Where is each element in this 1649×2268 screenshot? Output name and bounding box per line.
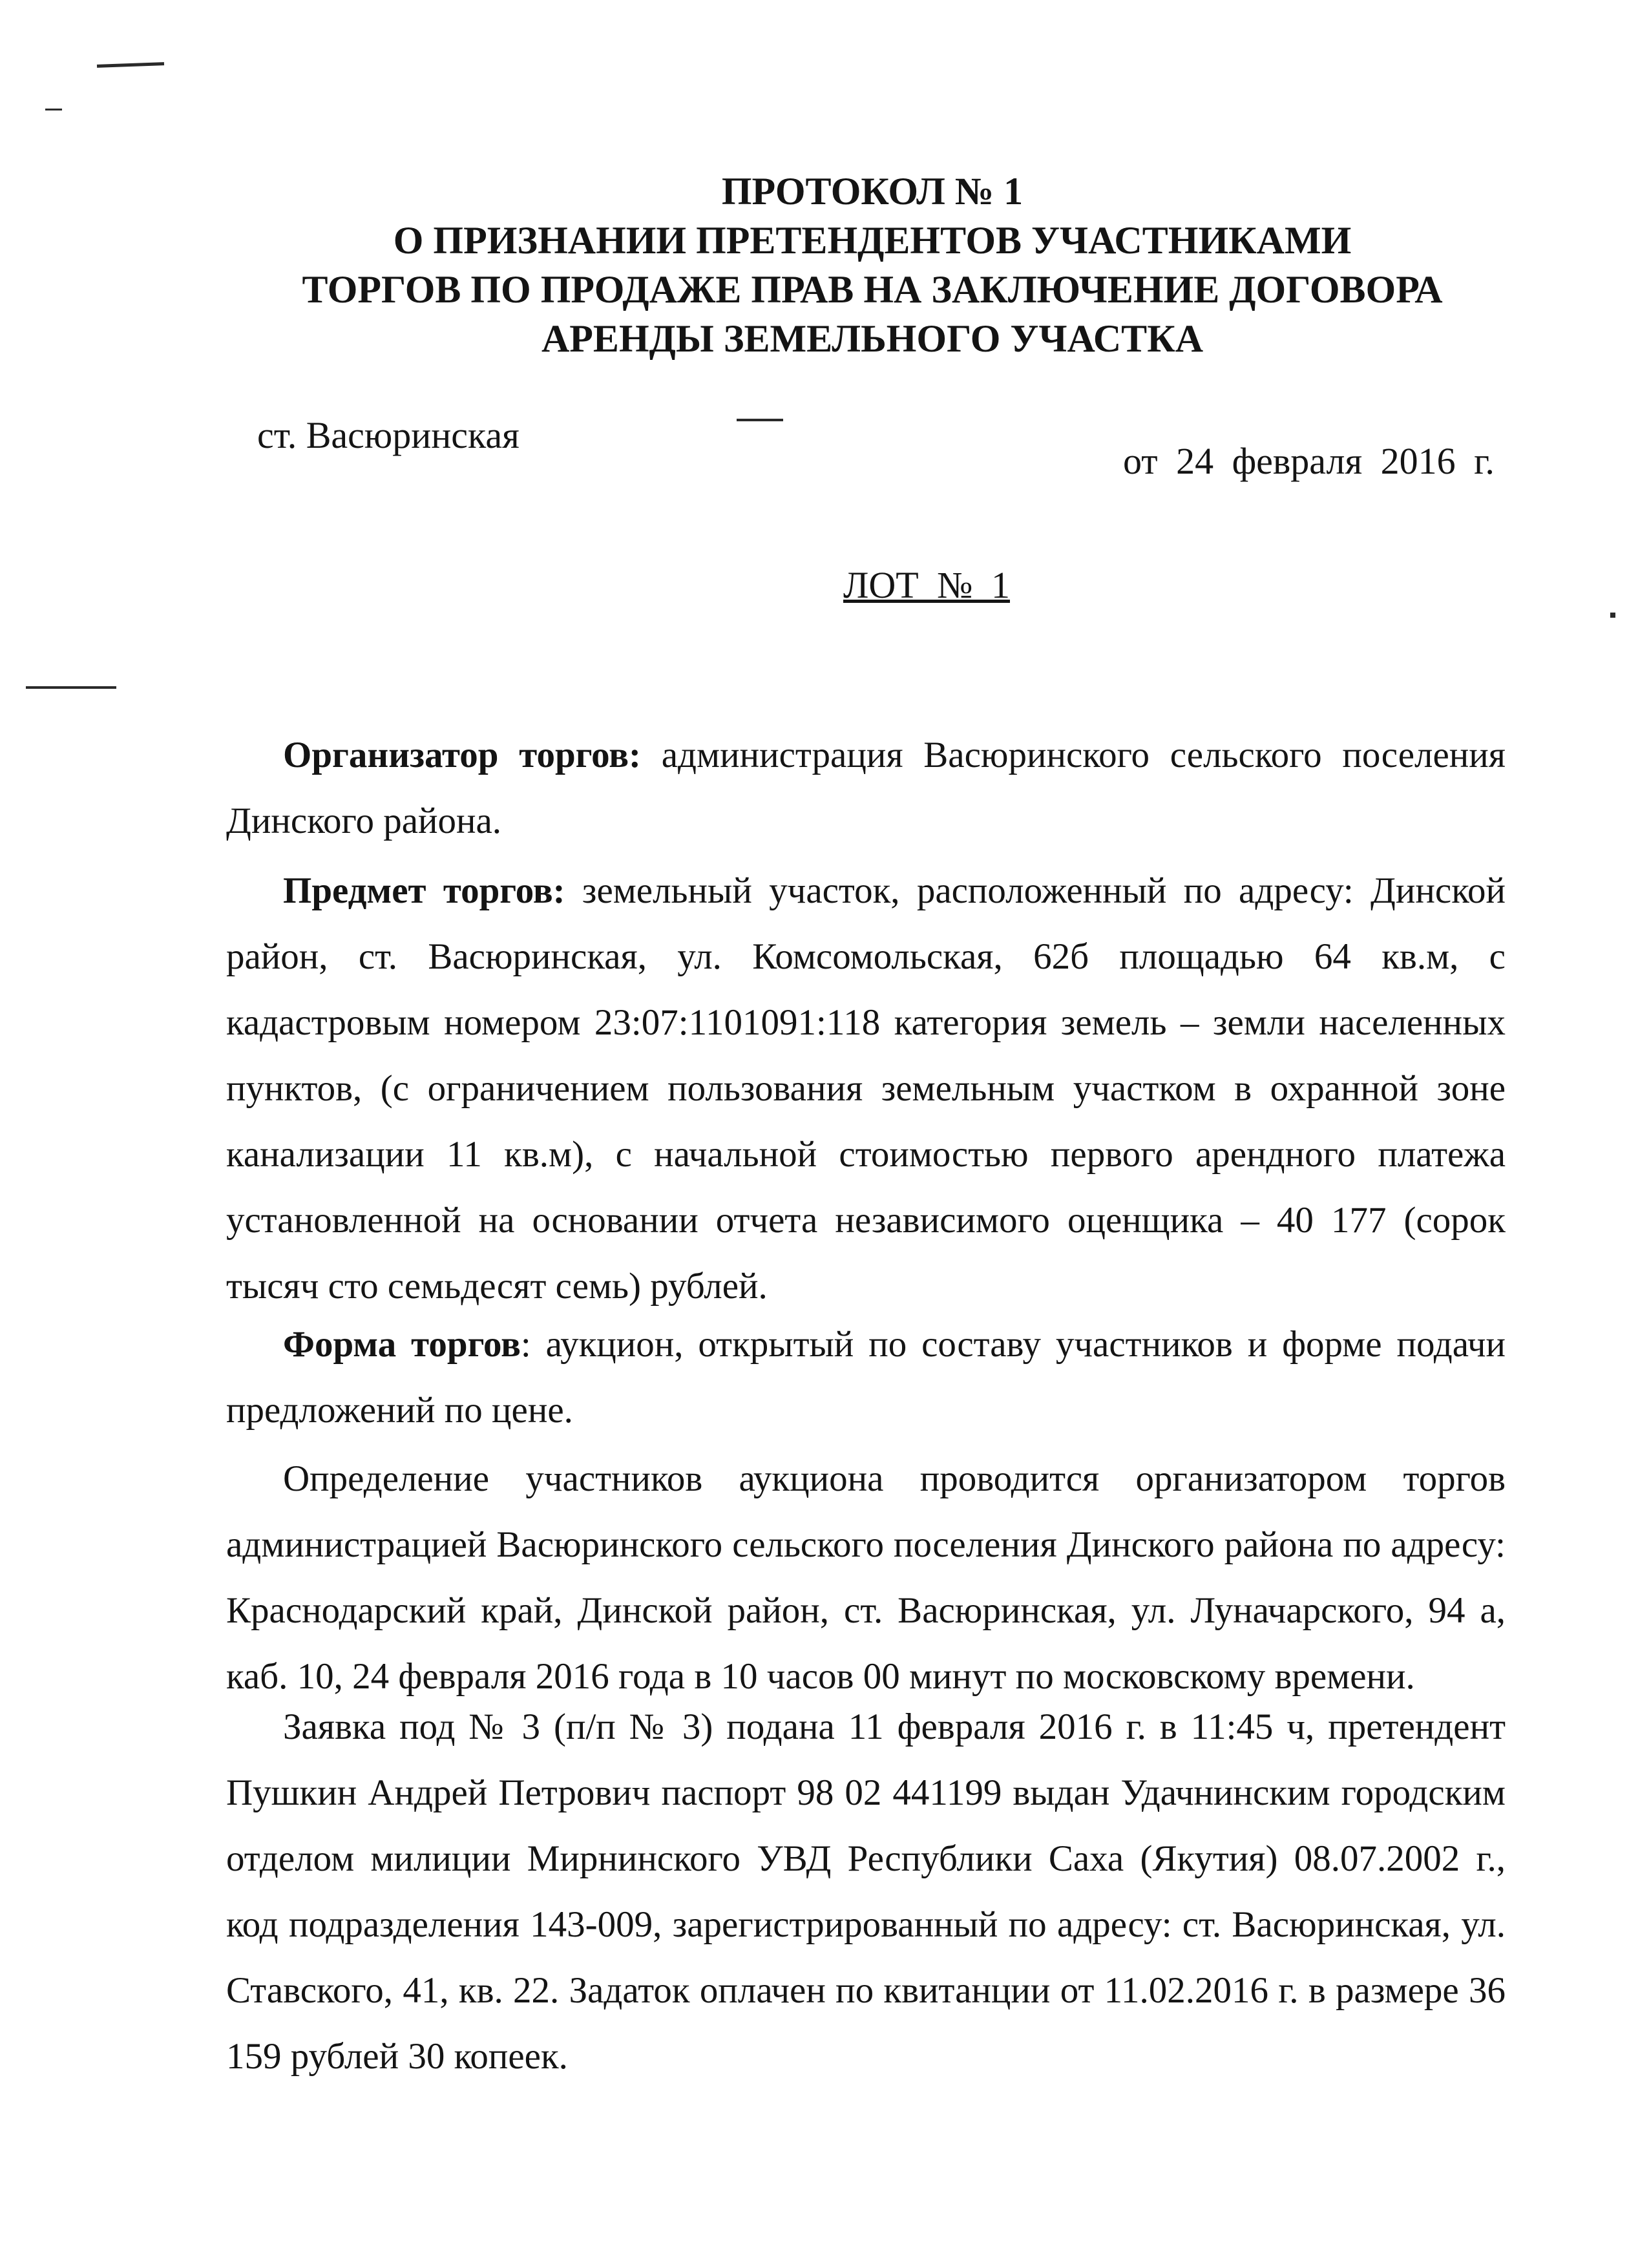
scan-mark-small xyxy=(45,109,62,110)
organizer-paragraph xyxy=(226,722,1506,854)
organizer-text: администрация Васюринского сельского поселения Динского района. xyxy=(226,735,1506,841)
scan-dot-right xyxy=(1610,613,1615,618)
application-text: Заявка под № 3 (п/п № 3) подана 11 февраля 2016 г. в 11:45 ч, претендент Пушкин Андрей Петрович паспорт 98 02 441199 выдан Удачнинским городским отделом милиции Мирнинского УВД Республики Саха (Якутия) 08.07.2002 г., код подразделения 143-009, зарегистрированный по адресу: ст. Васюринская, ул. Ставского, 41, кв. 22. Задаток оплачен по квитанции от 11.02.2016 г. в размере 36 159 рублей 30 копеек. xyxy=(226,1706,1506,2077)
subject-paragraph xyxy=(226,858,1506,1319)
document-title xyxy=(258,167,1486,363)
title-line-2: О ПРИЗНАНИИ ПРЕТЕНДЕНТОВ УЧАСТНИКАМИ xyxy=(393,219,1352,262)
scan-mark-center xyxy=(737,419,783,421)
title-line-1: ПРОТОКОЛ № 1 xyxy=(721,170,1024,213)
form-label: Форма торгов xyxy=(283,1324,521,1365)
document-date: от 24 февраля 2016 г. xyxy=(1123,440,1495,482)
definition-text: Определение участников аукциона проводится организатором торгов администрацией Васюринского сельского поселения Динского района по адресу: Краснодарский край, Динской район, ст. Васюринская, ул. Луначарского, 94 а, каб. 10, 24 февраля 2016 года в 10 часов 00 минут по московскому времени. xyxy=(226,1458,1506,1697)
organizer-label: Организатор торгов: xyxy=(283,735,641,775)
scan-mark-top-left xyxy=(97,62,164,68)
definition-paragraph xyxy=(226,1446,1506,1710)
subject-text: земельный участок, расположенный по адресу: Динской район, ст. Васюринская, ул. Комсомольская, 62б площадью 64 кв.м, с кадастровым номером 23:07:1101091:118 категория земель – земли населенных пунктов, (с ограничением пользования земельным участком в охранной зоне канализации 11 кв.м), с начальной стоимостью первого арендного платежа установленной на основании отчета независимого оценщика – 40 177 (сорок тысяч сто семьдесят семь) рублей. xyxy=(226,870,1506,1307)
title-line-3: ТОРГОВ ПО ПРОДАЖЕ ПРАВ НА ЗАКЛЮЧЕНИЕ ДОГОВОРА xyxy=(302,268,1443,311)
title-line-4: АРЕНДЫ ЗЕМЕЛЬНОГО УЧАСТКА xyxy=(541,317,1204,360)
form-text: : аукцион, открытый по составу участников и форме подачи предложений по цене. xyxy=(226,1324,1506,1431)
subject-label: Предмет торгов: xyxy=(283,870,565,911)
application-paragraph xyxy=(226,1694,1506,2090)
form-paragraph xyxy=(226,1312,1506,1444)
place-of-issue: ст. Васюринская xyxy=(257,414,520,456)
lot-number: ЛОТ № 1 xyxy=(843,564,1010,606)
scan-mark-left xyxy=(26,686,116,689)
